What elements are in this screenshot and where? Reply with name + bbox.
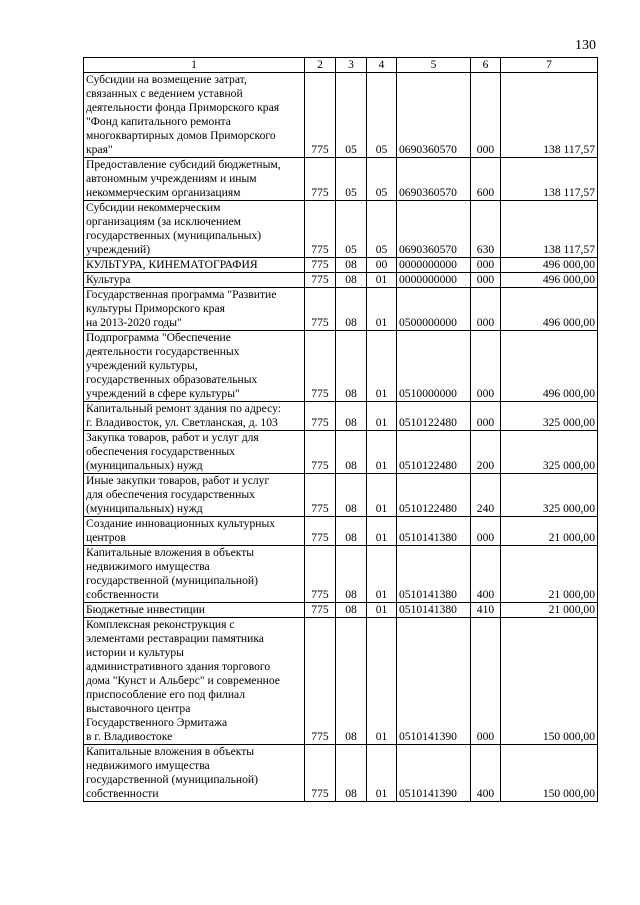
row-name-text: Комплексная реконструкция с элементами реставрации памятника истории и культуры административного здания торгового дома "Кунст и Альберс" и современное приспособление его под филиал выставочного центра Государственного Эрмитажа в г. Владивостоке [86, 618, 280, 743]
row-col7-cell: 150 000,00 [501, 745, 598, 802]
row-col2-cell: 775 [305, 158, 336, 201]
row-col5-cell: 0510122480 [397, 402, 471, 431]
table-row [84, 73, 598, 158]
row-col3-cell: 08 [336, 474, 367, 517]
table-row [84, 618, 598, 745]
row-name-text: Капитальные вложения в объекты недвижимого имущества государственной (муниципальной) собственности [86, 745, 258, 800]
row-name-cell [84, 431, 305, 474]
row-col2-cell: 775 [305, 201, 336, 258]
row-col4-cell: 01 [367, 402, 397, 431]
row-col7-cell: 325 000,00 [501, 402, 598, 431]
row-col3-cell: 08 [336, 745, 367, 802]
table-row [84, 402, 598, 431]
row-col7-cell: 21 000,00 [501, 603, 598, 618]
table-row [84, 603, 598, 618]
row-col7-cell: 21 000,00 [501, 546, 598, 603]
row-col2-cell: 775 [305, 73, 336, 158]
row-col2-cell: 775 [305, 618, 336, 745]
row-col6-cell: 600 [471, 158, 501, 201]
row-name-cell [84, 603, 305, 618]
row-col3-cell: 08 [336, 288, 367, 331]
row-name-text: Иные закупки товаров, работ и услуг для обеспечения государственных (муниципальных) нужд [86, 474, 270, 515]
row-col7-cell: 496 000,00 [501, 273, 598, 288]
table-row [84, 517, 598, 546]
row-col3-cell: 05 [336, 158, 367, 201]
row-col3-cell: 08 [336, 517, 367, 546]
row-col2-cell: 775 [305, 474, 336, 517]
row-name-cell [84, 517, 305, 546]
row-col4-cell: 01 [367, 474, 397, 517]
row-col6-cell: 000 [471, 73, 501, 158]
header-col-5: 5 [397, 58, 471, 73]
row-name-cell [84, 618, 305, 745]
row-col4-cell: 01 [367, 618, 397, 745]
row-name-text: Государственная программа "Развитие культуры Приморского края на 2013-2020 годы" [86, 288, 277, 329]
row-col7-cell: 150 000,00 [501, 618, 598, 745]
row-name-cell [84, 745, 305, 802]
row-col4-cell: 01 [367, 331, 397, 402]
row-col6-cell: 200 [471, 431, 501, 474]
table-row [84, 745, 598, 802]
table-row [84, 258, 598, 273]
row-col6-cell: 400 [471, 546, 501, 603]
row-col5-cell: 0690360570 [397, 158, 471, 201]
row-col2-cell: 775 [305, 603, 336, 618]
row-col7-cell: 496 000,00 [501, 288, 598, 331]
row-name-cell [84, 273, 305, 288]
row-col5-cell: 0510141380 [397, 546, 471, 603]
row-col2-cell: 775 [305, 546, 336, 603]
row-name-cell [84, 402, 305, 431]
row-col3-cell: 08 [336, 603, 367, 618]
row-col5-cell: 0000000000 [397, 258, 471, 273]
table-header-row [84, 58, 598, 73]
row-col5-cell: 0510141380 [397, 603, 471, 618]
row-col5-cell: 0510122480 [397, 431, 471, 474]
table-row [84, 273, 598, 288]
row-col2-cell: 775 [305, 431, 336, 474]
row-col6-cell: 400 [471, 745, 501, 802]
header-col-7: 7 [501, 58, 598, 73]
header-col-6: 6 [471, 58, 501, 73]
row-col3-cell: 08 [336, 258, 367, 273]
table-body [84, 73, 598, 802]
row-col5-cell: 0510141390 [397, 618, 471, 745]
row-col7-cell: 496 000,00 [501, 258, 598, 273]
row-name-text: Культура [86, 273, 131, 286]
row-col4-cell: 05 [367, 73, 397, 158]
row-col6-cell: 630 [471, 201, 501, 258]
row-col5-cell: 0000000000 [397, 273, 471, 288]
budget-table [83, 57, 598, 802]
row-col3-cell: 05 [336, 201, 367, 258]
row-name-text: Создание инновационных культурных центров [86, 517, 276, 544]
row-col3-cell: 08 [336, 331, 367, 402]
row-col4-cell: 01 [367, 745, 397, 802]
row-col6-cell: 000 [471, 331, 501, 402]
row-col5-cell: 0510141390 [397, 745, 471, 802]
row-name-text: Капитальный ремонт здания по адресу: г. Владивосток, ул. Светланская, д. 103 [86, 402, 281, 429]
row-name-text: Закупка товаров, работ и услуг для обеспечения государственных (муниципальных) нужд [86, 431, 259, 472]
row-col2-cell: 775 [305, 273, 336, 288]
row-col3-cell: 08 [336, 431, 367, 474]
header-col-2: 2 [305, 58, 336, 73]
row-name-cell [84, 474, 305, 517]
row-col3-cell: 08 [336, 402, 367, 431]
table-row [84, 201, 598, 258]
row-col3-cell: 05 [336, 73, 367, 158]
row-col6-cell: 000 [471, 273, 501, 288]
table-row [84, 288, 598, 331]
row-col7-cell: 496 000,00 [501, 331, 598, 402]
row-col6-cell: 000 [471, 288, 501, 331]
row-name-text: Бюджетные инвестиции [86, 603, 206, 616]
row-name-cell [84, 201, 305, 258]
row-name-text: Предоставление субсидий бюджетным, автономным учреждениям и иным некоммерческим организациям [86, 158, 281, 199]
row-name-text: Капитальные вложения в объекты недвижимого имущества государственной (муниципальной) собственности [86, 546, 258, 601]
row-name-cell [84, 73, 305, 158]
row-name-cell [84, 288, 305, 331]
row-name-cell [84, 258, 305, 273]
header-col-4: 4 [367, 58, 397, 73]
row-col6-cell: 000 [471, 402, 501, 431]
row-col2-cell: 775 [305, 331, 336, 402]
row-col3-cell: 08 [336, 618, 367, 745]
table-row [84, 474, 598, 517]
header-col-3: 3 [336, 58, 367, 73]
row-name-cell [84, 331, 305, 402]
row-col2-cell: 775 [305, 745, 336, 802]
row-col5-cell: 0500000000 [397, 288, 471, 331]
row-col3-cell: 08 [336, 273, 367, 288]
table-row [84, 158, 598, 201]
row-col5-cell: 0510141380 [397, 517, 471, 546]
row-col4-cell: 01 [367, 288, 397, 331]
row-col7-cell: 21 000,00 [501, 517, 598, 546]
row-name-text: Субсидии некоммерческим организациям (за исключением государственных (муниципальных) учреждений) [86, 201, 262, 256]
row-col7-cell: 138 117,57 [501, 158, 598, 201]
row-col7-cell: 138 117,57 [501, 73, 598, 158]
row-col4-cell: 01 [367, 517, 397, 546]
row-col6-cell: 000 [471, 618, 501, 745]
table-row [84, 431, 598, 474]
table-row [84, 331, 598, 402]
row-col7-cell: 138 117,57 [501, 201, 598, 258]
row-col5-cell: 0690360570 [397, 201, 471, 258]
row-col6-cell: 240 [471, 474, 501, 517]
row-col3-cell: 08 [336, 546, 367, 603]
row-col7-cell: 325 000,00 [501, 431, 598, 474]
row-col2-cell: 775 [305, 517, 336, 546]
row-name-text: Субсидии на возмещение затрат, связанных с ведением уставной деятельности фонда Приморского края "Фонд капитального ремонта многоквартирных домов Приморского края" [86, 73, 280, 156]
row-col2-cell: 775 [305, 402, 336, 431]
row-col4-cell: 00 [367, 258, 397, 273]
row-col4-cell: 01 [367, 273, 397, 288]
row-col7-cell: 325 000,00 [501, 474, 598, 517]
row-name-cell [84, 546, 305, 603]
row-name-cell [84, 158, 305, 201]
row-col6-cell: 410 [471, 603, 501, 618]
row-name-text: Подпрограмма "Обеспечение деятельности государственных учреждений культуры, государственных образовательных учреждений в сфере культуры" [86, 331, 258, 400]
table-row [84, 546, 598, 603]
row-col4-cell: 01 [367, 431, 397, 474]
row-col2-cell: 775 [305, 288, 336, 331]
row-col2-cell: 775 [305, 258, 336, 273]
header-col-1: 1 [84, 58, 305, 73]
row-col4-cell: 01 [367, 603, 397, 618]
page-number: 130 [575, 38, 596, 53]
row-col6-cell: 000 [471, 517, 501, 546]
row-col5-cell: 0510000000 [397, 331, 471, 402]
row-col5-cell: 0690360570 [397, 73, 471, 158]
row-name-text: КУЛЬТУРА, КИНЕМАТОГРАФИЯ [86, 258, 258, 271]
row-col4-cell: 05 [367, 201, 397, 258]
row-col6-cell: 000 [471, 258, 501, 273]
row-col4-cell: 01 [367, 546, 397, 603]
row-col4-cell: 05 [367, 158, 397, 201]
row-col5-cell: 0510122480 [397, 474, 471, 517]
